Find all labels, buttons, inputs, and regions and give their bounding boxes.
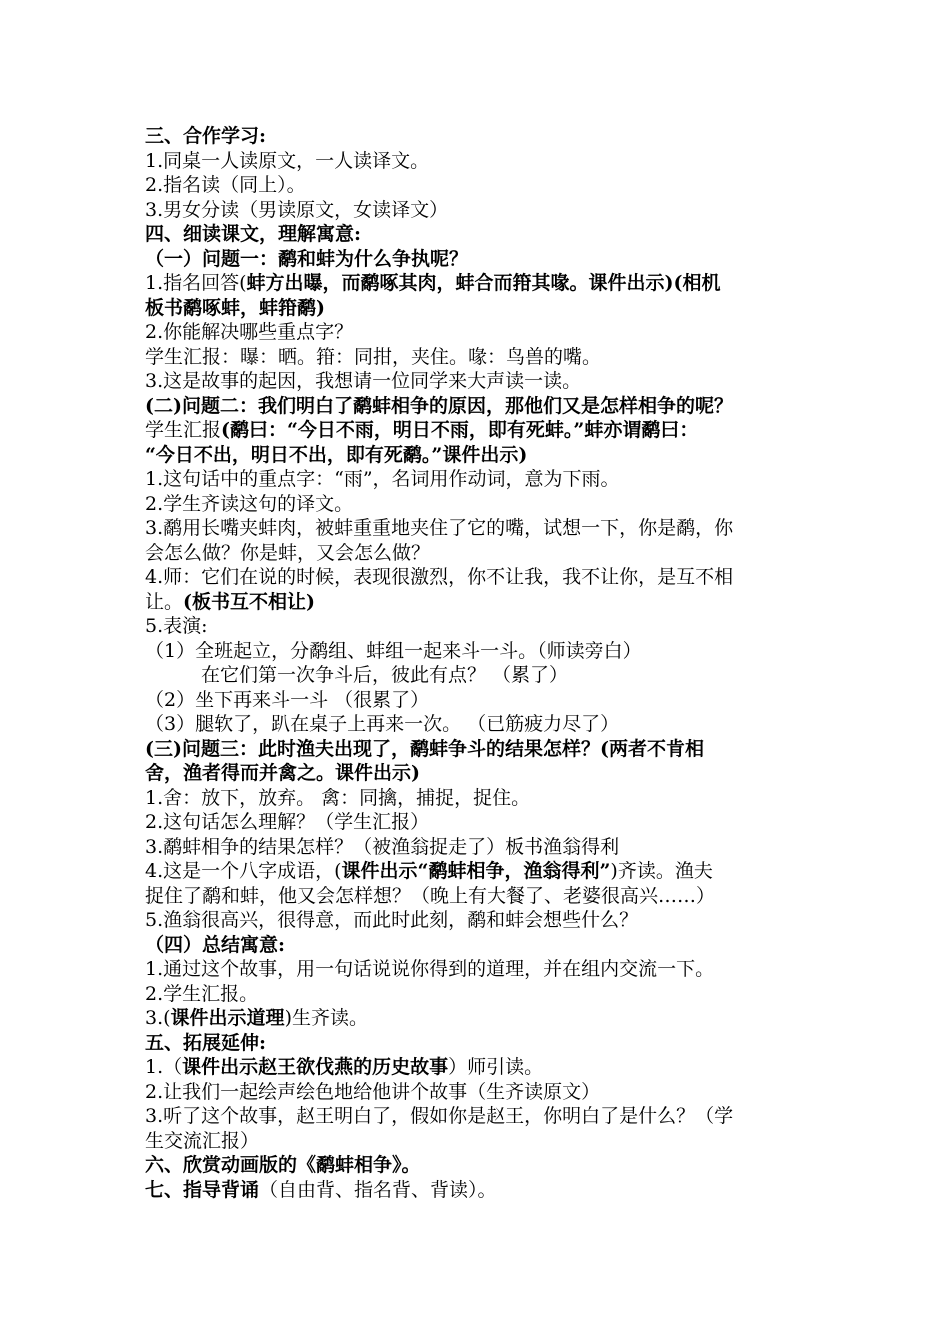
bold-text-run: (二)问题二：我们明白了鹬蚌相争的原因，那他们又是怎样相争的呢？ bbox=[145, 394, 733, 417]
text-line bbox=[145, 590, 815, 615]
text-line bbox=[145, 639, 815, 664]
text-line bbox=[145, 369, 815, 394]
text-line bbox=[145, 345, 815, 370]
text-run: 3.( bbox=[145, 1007, 171, 1029]
text-run: 会怎么做？你是蚌，又会怎么做？ bbox=[145, 541, 431, 564]
text-line bbox=[145, 1153, 815, 1178]
text-run: 1.指名回答( bbox=[145, 272, 247, 294]
text-run: 1.舍：放下，放弃。 禽：同擒，捕捉，捉住。 bbox=[145, 786, 531, 809]
text-line bbox=[145, 443, 815, 468]
text-run: 在它们第一次争斗后，彼此有点？ （累了） bbox=[201, 664, 569, 686]
text-line bbox=[145, 614, 815, 639]
text-line bbox=[145, 712, 815, 737]
text-run: )生齐读。 bbox=[284, 1007, 368, 1029]
text-line bbox=[145, 541, 815, 566]
text-line bbox=[145, 688, 815, 713]
text-line bbox=[145, 320, 815, 345]
text-run: )齐读。渔夫 bbox=[610, 860, 713, 882]
text-line bbox=[145, 565, 815, 590]
text-run: （1）全班起立，分鹬组、蚌组一起来斗一斗。（师读旁白） bbox=[145, 639, 642, 662]
text-run: 2.学生齐读这句的译文。 bbox=[145, 492, 354, 515]
text-run: 2.指名读（同上）。 bbox=[145, 174, 306, 196]
bold-text-run: 六、欣赏动画版的《鹬蚌相争》。 bbox=[145, 1154, 421, 1176]
text-run: 2.学生汇报。 bbox=[145, 982, 259, 1005]
text-line bbox=[145, 908, 815, 933]
text-run: 5.表演: bbox=[145, 615, 208, 637]
text-run: 4.这是一个八字成语，( bbox=[145, 860, 342, 882]
text-run: 1.通过这个故事，用一句话说说你得到的道理，并在组内交流一下。 bbox=[145, 958, 715, 980]
text-run: 学生汇报 bbox=[145, 419, 222, 441]
text-run: （3）腿软了，趴在桌子上再来一次。 （已筋疲力尽了） bbox=[145, 713, 620, 735]
text-line bbox=[145, 296, 815, 321]
text-run: 4.师：它们在说的时候，表现很激烈，你不让我，我不让你，是互不相 bbox=[145, 566, 734, 588]
text-line bbox=[145, 1178, 815, 1203]
text-run: 3.鹬蚌相争的结果怎样？（被渔翁捉走了）板书渔翁得利 bbox=[145, 835, 620, 858]
text-line bbox=[145, 418, 815, 443]
text-line bbox=[145, 982, 815, 1007]
bold-text-run: （一）问题一：鹬和蚌为什么争执呢？ bbox=[145, 247, 469, 270]
text-run: 2.这句话怎么理解？（学生汇报） bbox=[145, 811, 430, 833]
bold-text-run: （四）总结寓意: bbox=[145, 933, 286, 956]
text-run: 3.听了这个故事，赵王明白了，假如你是赵王，你明白了是什么？（学 bbox=[145, 1105, 734, 1127]
bold-text-run: 板书鹬啄蚌，蚌箝鹬) bbox=[145, 296, 325, 319]
bold-text-run: 课件出示道理 bbox=[170, 1007, 285, 1029]
text-run: 让。 bbox=[145, 590, 184, 613]
text-line bbox=[145, 663, 815, 688]
text-line bbox=[145, 222, 815, 247]
text-line bbox=[145, 737, 815, 762]
text-line bbox=[145, 835, 815, 860]
text-run: 1.同桌一人读原文，一人读译文。 bbox=[145, 149, 430, 172]
text-run: （自由背、指名背、背读）。 bbox=[259, 1178, 497, 1201]
text-line bbox=[145, 173, 815, 198]
bold-text-run: 七、指导背诵 bbox=[145, 1178, 260, 1201]
text-line bbox=[145, 124, 815, 149]
bold-text-run: 蚌方出曝，而鹬啄其肉，蚌合而箝其喙。课件出示)(相机 bbox=[246, 272, 721, 294]
text-run: （2）坐下再来斗一斗 （很累了） bbox=[145, 688, 430, 711]
text-line bbox=[145, 198, 815, 223]
text-run: 捉住了鹬和蚌，他又会怎样想？（晚上有大餐了、老婆很高兴……） bbox=[145, 884, 716, 907]
text-run: 5.渔翁很高兴，很得意，而此时此刻，鹬和蚌会想些什么？ bbox=[145, 909, 639, 931]
text-run: 学生汇报：曝：晒。箝：同拑，夹住。喙：鸟兽的嘴。 bbox=[145, 345, 602, 368]
bold-text-run: 课件出示“鹬蚌相争，渔翁得利” bbox=[341, 860, 611, 882]
bold-text-run: 五、拓展延伸: bbox=[145, 1031, 267, 1054]
text-line bbox=[145, 1104, 815, 1129]
text-run: 3.这是故事的起因，我想请一位同学来大声读一读。 bbox=[145, 370, 582, 392]
text-line bbox=[145, 271, 815, 296]
text-run: 3.男女分读（男读原文，女读译文） bbox=[145, 198, 449, 221]
text-run: 2.你能解决哪些重点字？ bbox=[145, 321, 354, 343]
text-line bbox=[145, 786, 815, 811]
text-line bbox=[145, 1006, 815, 1031]
text-line bbox=[145, 957, 815, 982]
text-line bbox=[145, 467, 815, 492]
text-line bbox=[145, 1129, 815, 1154]
text-line bbox=[145, 394, 815, 419]
lesson-plan-text bbox=[145, 124, 815, 1202]
text-line bbox=[145, 492, 815, 517]
bold-text-run: (板书互不相让) bbox=[183, 590, 315, 613]
text-line bbox=[145, 1080, 815, 1105]
text-run: 生交流汇报） bbox=[145, 1129, 260, 1152]
text-line bbox=[145, 859, 815, 884]
text-run: ）师引读。 bbox=[448, 1056, 544, 1078]
text-run: 1.（ bbox=[145, 1056, 183, 1078]
bold-text-run: (鹬曰：“今日不雨，明日不雨，即有死蚌。”蚌亦谓鹬曰： bbox=[221, 419, 699, 441]
text-line bbox=[145, 149, 815, 174]
text-line bbox=[145, 933, 815, 958]
text-run: 1.这句话中的重点字：“雨”，名词用作动词，意为下雨。 bbox=[145, 468, 620, 490]
text-line bbox=[145, 247, 815, 272]
bold-text-run: “今日不出，明日不出，即有死鹬。”课件出示) bbox=[145, 443, 528, 466]
bold-text-run: (三)问题三：此时渔夫出现了，鹬蚌争斗的结果怎样？(两者不肯相 bbox=[145, 737, 704, 760]
text-run: 3.鹬用长嘴夹蚌肉，被蚌重重地夹住了它的嘴，试想一下，你是鹬，你 bbox=[145, 517, 734, 539]
text-line bbox=[145, 516, 815, 541]
text-line bbox=[145, 1031, 815, 1056]
text-line bbox=[145, 761, 815, 786]
bold-text-run: 四、细读课文，理解寓意: bbox=[145, 223, 362, 245]
text-line bbox=[145, 810, 815, 835]
bold-text-run: 舍，渔者得而并禽之。课件出示) bbox=[145, 762, 420, 784]
text-run: 2.让我们一起绘声绘色地给他讲个故事（生齐读原文） bbox=[145, 1080, 601, 1103]
text-line bbox=[145, 884, 815, 909]
bold-text-run: 三、合作学习: bbox=[145, 125, 267, 147]
bold-text-run: 课件出示赵王欲伐燕的历史故事 bbox=[182, 1056, 449, 1078]
text-line bbox=[145, 1055, 815, 1080]
